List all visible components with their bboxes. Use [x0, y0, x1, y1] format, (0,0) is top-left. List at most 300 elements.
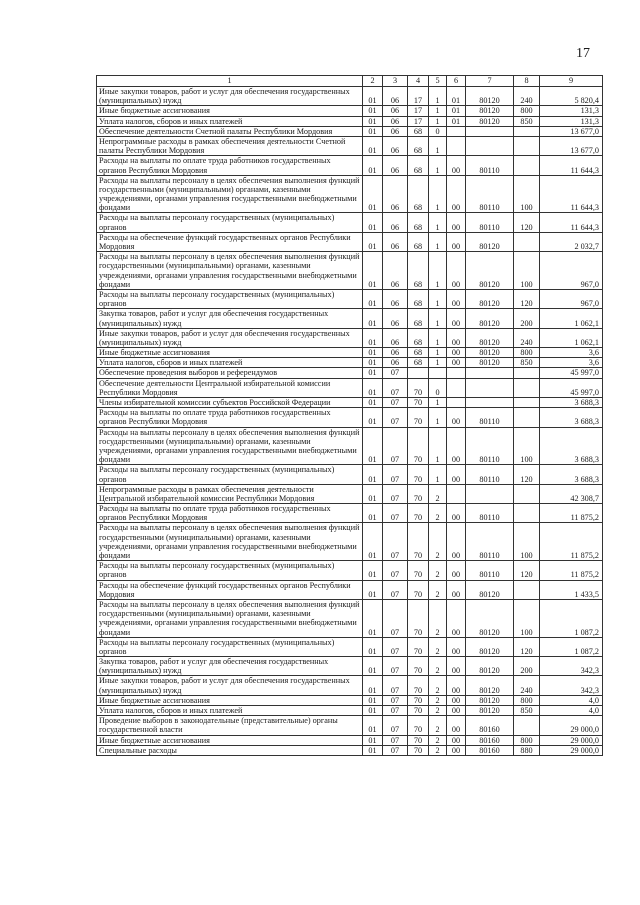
amount-cell: 1 433,5: [540, 580, 603, 599]
code-cell: 0: [429, 378, 447, 397]
code-cell: 00: [447, 252, 466, 290]
code-cell: 01: [363, 378, 383, 397]
code-cell: 01: [363, 657, 383, 676]
code-cell: 07: [383, 745, 408, 755]
code-cell: [466, 398, 514, 408]
code-cell: 07: [383, 398, 408, 408]
code-cell: 2: [429, 716, 447, 735]
code-cell: 68: [408, 232, 429, 251]
code-cell: 00: [447, 427, 466, 465]
column-header: 8: [514, 76, 540, 87]
code-cell: 80120: [466, 358, 514, 368]
expense-name: Расходы на обеспечение функций государственных органов Республики Мордовия: [97, 232, 363, 251]
code-cell: 1: [429, 116, 447, 126]
code-cell: 1: [429, 348, 447, 358]
code-cell: 80120: [466, 657, 514, 676]
code-cell: 2: [429, 484, 447, 503]
expense-name: Члены избирательной комиссии субъектов Российской Федерации: [97, 398, 363, 408]
amount-cell: 3 688,3: [540, 408, 603, 427]
amount-cell: 11 644,3: [540, 175, 603, 213]
code-cell: [429, 368, 447, 378]
code-cell: 07: [383, 378, 408, 397]
code-cell: 1: [429, 252, 447, 290]
amount-cell: 342,3: [540, 657, 603, 676]
code-cell: 68: [408, 358, 429, 368]
expense-name: Иные бюджетные ассигнования: [97, 106, 363, 116]
code-cell: 01: [363, 484, 383, 503]
code-cell: 70: [408, 735, 429, 745]
code-cell: 70: [408, 695, 429, 705]
code-cell: 68: [408, 136, 429, 155]
code-cell: 07: [383, 504, 408, 523]
expense-name: Расходы на выплаты по оплате труда работников государственных органов Республики Мордовия: [97, 408, 363, 427]
code-cell: 1: [429, 87, 447, 106]
expense-name: Расходы на выплаты по оплате труда работников государственных органов Республики Мордовия: [97, 504, 363, 523]
code-cell: 1: [429, 358, 447, 368]
expense-name: Обеспечение деятельности Центральной избирательной комиссии Республики Мордовия: [97, 378, 363, 397]
amount-cell: 29 000,0: [540, 735, 603, 745]
expense-name: Расходы на выплаты персоналу государственных (муниципальных) органов: [97, 465, 363, 484]
expense-name: Уплата налогов, сборов и иных платежей: [97, 116, 363, 126]
header-row: [97, 76, 603, 87]
table-body: [97, 87, 603, 756]
code-cell: 70: [408, 657, 429, 676]
code-cell: 880: [514, 745, 540, 755]
code-cell: 800: [514, 735, 540, 745]
code-cell: 68: [408, 289, 429, 308]
code-cell: 200: [514, 309, 540, 328]
code-cell: 07: [383, 408, 408, 427]
amount-cell: 11 875,2: [540, 504, 603, 523]
table-row: [97, 252, 603, 290]
code-cell: 240: [514, 87, 540, 106]
code-cell: 1: [429, 232, 447, 251]
code-cell: 01: [363, 716, 383, 735]
code-cell: 01: [447, 106, 466, 116]
code-cell: 01: [447, 116, 466, 126]
amount-cell: 3 688,3: [540, 398, 603, 408]
code-cell: 1: [429, 465, 447, 484]
code-cell: 850: [514, 706, 540, 716]
column-header: 5: [429, 76, 447, 87]
code-cell: [447, 398, 466, 408]
expense-name: Расходы на выплаты персоналу в целях обеспечения выполнения функций государственными (муниципальными) органами, казенными учреждениями, органами управления государственными внебюджетными фондами: [97, 523, 363, 561]
amount-cell: 4,0: [540, 706, 603, 716]
code-cell: 01: [363, 116, 383, 126]
code-cell: 80110: [466, 175, 514, 213]
expense-name: Расходы на выплаты персоналу государственных (муниципальных) органов: [97, 289, 363, 308]
amount-cell: 131,3: [540, 116, 603, 126]
code-cell: [466, 136, 514, 155]
code-cell: 80120: [466, 87, 514, 106]
code-cell: 2: [429, 523, 447, 561]
code-cell: 06: [383, 309, 408, 328]
code-cell: 70: [408, 580, 429, 599]
code-cell: 80110: [466, 465, 514, 484]
code-cell: [466, 484, 514, 503]
code-cell: 2: [429, 599, 447, 637]
code-cell: 2: [429, 561, 447, 580]
table-row: [97, 126, 603, 136]
amount-cell: 13 677,0: [540, 126, 603, 136]
code-cell: 240: [514, 328, 540, 347]
table-row: [97, 232, 603, 251]
table-row: [97, 87, 603, 106]
code-cell: 70: [408, 523, 429, 561]
code-cell: 1: [429, 175, 447, 213]
table-row: [97, 156, 603, 175]
code-cell: 17: [408, 87, 429, 106]
code-cell: 70: [408, 427, 429, 465]
code-cell: 80120: [466, 106, 514, 116]
code-cell: 120: [514, 289, 540, 308]
expense-name: Расходы на выплаты персоналу в целях обеспечения выполнения функций государственными (муниципальными) органами, казенными учреждениями, органами управления государственными внебюджетными фондами: [97, 599, 363, 637]
code-cell: 07: [383, 561, 408, 580]
code-cell: 70: [408, 706, 429, 716]
amount-cell: 4,0: [540, 695, 603, 705]
code-cell: 07: [383, 695, 408, 705]
amount-cell: 29 000,0: [540, 716, 603, 735]
table-row: [97, 504, 603, 523]
code-cell: [466, 126, 514, 136]
code-cell: 01: [363, 358, 383, 368]
expense-name: Иные бюджетные ассигнования: [97, 348, 363, 358]
code-cell: 80110: [466, 561, 514, 580]
code-cell: 80120: [466, 252, 514, 290]
expense-name: Иные бюджетные ассигнования: [97, 735, 363, 745]
code-cell: 00: [447, 657, 466, 676]
table-row: [97, 676, 603, 695]
code-cell: 07: [383, 523, 408, 561]
code-cell: 70: [408, 716, 429, 735]
code-cell: 2: [429, 657, 447, 676]
code-cell: 70: [408, 408, 429, 427]
code-cell: 100: [514, 523, 540, 561]
code-cell: 800: [514, 695, 540, 705]
table-row: [97, 175, 603, 213]
code-cell: 07: [383, 735, 408, 745]
column-header: 9: [540, 76, 603, 87]
amount-cell: 42 308,7: [540, 484, 603, 503]
code-cell: [466, 368, 514, 378]
code-cell: 17: [408, 106, 429, 116]
code-cell: 07: [383, 599, 408, 637]
code-cell: 07: [383, 368, 408, 378]
code-cell: 2: [429, 580, 447, 599]
code-cell: 2: [429, 504, 447, 523]
code-cell: 80120: [466, 599, 514, 637]
code-cell: 00: [447, 695, 466, 705]
code-cell: [514, 716, 540, 735]
code-cell: 00: [447, 408, 466, 427]
code-cell: 68: [408, 348, 429, 358]
code-cell: 06: [383, 106, 408, 116]
code-cell: 01: [363, 309, 383, 328]
code-cell: 00: [447, 706, 466, 716]
code-cell: 01: [363, 289, 383, 308]
code-cell: 06: [383, 116, 408, 126]
expense-name: Закупка товаров, работ и услуг для обеспечения государственных (муниципальных) нужд: [97, 657, 363, 676]
code-cell: 70: [408, 465, 429, 484]
code-cell: 01: [447, 87, 466, 106]
code-cell: 800: [514, 106, 540, 116]
code-cell: 01: [363, 136, 383, 155]
code-cell: [447, 136, 466, 155]
code-cell: 70: [408, 504, 429, 523]
code-cell: 07: [383, 427, 408, 465]
code-cell: 1: [429, 408, 447, 427]
table-row: [97, 716, 603, 735]
code-cell: 00: [447, 328, 466, 347]
code-cell: 01: [363, 745, 383, 755]
expense-name: Иные закупки товаров, работ и услуг для обеспечения государственных (муниципальных) нужд: [97, 328, 363, 347]
expense-name: Расходы на выплаты персоналу в целях обеспечения выполнения функций государственными (муниципальными) органами, казенными учреждениями, органами управления государственными внебюджетными фондами: [97, 427, 363, 465]
column-header: 1: [97, 76, 363, 87]
code-cell: 06: [383, 328, 408, 347]
code-cell: 80120: [466, 706, 514, 716]
page-number: 17: [576, 46, 590, 61]
code-cell: 100: [514, 427, 540, 465]
code-cell: 01: [363, 175, 383, 213]
code-cell: [514, 484, 540, 503]
code-cell: 80110: [466, 156, 514, 175]
code-cell: [514, 156, 540, 175]
column-header: 6: [447, 76, 466, 87]
table-row: [97, 136, 603, 155]
code-cell: [514, 368, 540, 378]
code-cell: 100: [514, 599, 540, 637]
code-cell: 850: [514, 358, 540, 368]
code-cell: 68: [408, 156, 429, 175]
code-cell: 06: [383, 156, 408, 175]
code-cell: 68: [408, 252, 429, 290]
code-cell: 100: [514, 175, 540, 213]
table-row: [97, 523, 603, 561]
code-cell: 01: [363, 504, 383, 523]
expense-name: Обеспечение деятельности Счетной палаты Республики Мордовия: [97, 126, 363, 136]
code-cell: [514, 378, 540, 397]
table-row: [97, 368, 603, 378]
table-row: [97, 637, 603, 656]
expense-name: Расходы на выплаты персоналу в целях обеспечения выполнения функций государственными (муниципальными) органами, казенными учреждениями, органами управления государственными внебюджетными фондами: [97, 175, 363, 213]
code-cell: 01: [363, 213, 383, 232]
expense-name: Обеспечение проведения выборов и референдумов: [97, 368, 363, 378]
code-cell: 70: [408, 398, 429, 408]
table-row: [97, 398, 603, 408]
column-header: 7: [466, 76, 514, 87]
code-cell: 01: [363, 408, 383, 427]
code-cell: 17: [408, 116, 429, 126]
expense-name: Непрограммные расходы в рамках обеспечения деятельности Счетной палаты Республики Мордовия: [97, 136, 363, 155]
expense-name: Иные бюджетные ассигнования: [97, 695, 363, 705]
expense-name: Иные закупки товаров, работ и услуг для обеспечения государственных (муниципальных) нужд: [97, 676, 363, 695]
code-cell: 01: [363, 706, 383, 716]
expense-name: Расходы на выплаты персоналу государственных (муниципальных) органов: [97, 637, 363, 656]
code-cell: 01: [363, 328, 383, 347]
table-row: [97, 657, 603, 676]
code-cell: 2: [429, 745, 447, 755]
table-row: [97, 116, 603, 126]
code-cell: 70: [408, 745, 429, 755]
code-cell: [447, 378, 466, 397]
table-row: [97, 213, 603, 232]
code-cell: 1: [429, 106, 447, 116]
code-cell: 01: [363, 368, 383, 378]
code-cell: 80160: [466, 735, 514, 745]
code-cell: 07: [383, 465, 408, 484]
table-row: [97, 484, 603, 503]
amount-cell: 1 087,2: [540, 599, 603, 637]
table-row: [97, 328, 603, 347]
code-cell: 850: [514, 116, 540, 126]
code-cell: 2: [429, 706, 447, 716]
code-cell: [514, 136, 540, 155]
code-cell: 80110: [466, 504, 514, 523]
code-cell: 00: [447, 676, 466, 695]
amount-cell: 29 000,0: [540, 745, 603, 755]
expense-name: Проведение выборов в законодательные (представительные) органы государственной власти: [97, 716, 363, 735]
amount-cell: 45 997,0: [540, 368, 603, 378]
amount-cell: 1 062,1: [540, 328, 603, 347]
code-cell: 1: [429, 398, 447, 408]
code-cell: [514, 504, 540, 523]
code-cell: 06: [383, 126, 408, 136]
code-cell: 07: [383, 657, 408, 676]
expense-name: Расходы на обеспечение функций государственных органов Республики Мордовия: [97, 580, 363, 599]
code-cell: 70: [408, 676, 429, 695]
code-cell: 2: [429, 735, 447, 745]
code-cell: [514, 126, 540, 136]
code-cell: 68: [408, 126, 429, 136]
code-cell: 06: [383, 289, 408, 308]
code-cell: 06: [383, 358, 408, 368]
code-cell: 07: [383, 716, 408, 735]
code-cell: 00: [447, 348, 466, 358]
code-cell: 01: [363, 348, 383, 358]
code-cell: 80160: [466, 716, 514, 735]
table-row: [97, 745, 603, 755]
amount-cell: 967,0: [540, 252, 603, 290]
code-cell: 70: [408, 378, 429, 397]
code-cell: 70: [408, 561, 429, 580]
code-cell: 68: [408, 309, 429, 328]
code-cell: [514, 398, 540, 408]
code-cell: 07: [383, 676, 408, 695]
expense-name: Расходы на выплаты персоналу государственных (муниципальных) органов: [97, 561, 363, 580]
code-cell: 1: [429, 289, 447, 308]
expense-name: Расходы на выплаты по оплате труда работников государственных органов Республики Мордовия: [97, 156, 363, 175]
code-cell: 01: [363, 599, 383, 637]
amount-cell: 11 875,2: [540, 523, 603, 561]
code-cell: 01: [363, 523, 383, 561]
budget-table: [96, 75, 603, 756]
code-cell: 68: [408, 213, 429, 232]
code-cell: 80120: [466, 116, 514, 126]
table-row: [97, 561, 603, 580]
expense-name: Иные закупки товаров, работ и услуг для обеспечения государственных (муниципальных) нужд: [97, 87, 363, 106]
code-cell: 01: [363, 252, 383, 290]
amount-cell: 1 062,1: [540, 309, 603, 328]
amount-cell: 3 688,3: [540, 465, 603, 484]
amount-cell: 45 997,0: [540, 378, 603, 397]
code-cell: 120: [514, 465, 540, 484]
code-cell: 1: [429, 309, 447, 328]
code-cell: 80120: [466, 637, 514, 656]
code-cell: [466, 378, 514, 397]
table-row: [97, 735, 603, 745]
code-cell: 06: [383, 175, 408, 213]
code-cell: 01: [363, 126, 383, 136]
code-cell: 00: [447, 358, 466, 368]
code-cell: 70: [408, 484, 429, 503]
code-cell: 120: [514, 213, 540, 232]
code-cell: 80120: [466, 676, 514, 695]
code-cell: 01: [363, 695, 383, 705]
amount-cell: 2 032,7: [540, 232, 603, 251]
code-cell: 80110: [466, 213, 514, 232]
code-cell: 01: [363, 232, 383, 251]
table-row: [97, 580, 603, 599]
code-cell: 120: [514, 637, 540, 656]
code-cell: 06: [383, 252, 408, 290]
code-cell: 80120: [466, 348, 514, 358]
table-row: [97, 427, 603, 465]
code-cell: 00: [447, 504, 466, 523]
code-cell: 1: [429, 156, 447, 175]
code-cell: 00: [447, 745, 466, 755]
amount-cell: 967,0: [540, 289, 603, 308]
code-cell: 1: [429, 213, 447, 232]
table-row: [97, 348, 603, 358]
code-cell: 06: [383, 87, 408, 106]
code-cell: 2: [429, 637, 447, 656]
expense-name: Уплата налогов, сборов и иных платежей: [97, 358, 363, 368]
code-cell: 00: [447, 232, 466, 251]
expense-name: Специальные расходы: [97, 745, 363, 755]
code-cell: 120: [514, 561, 540, 580]
amount-cell: 3 688,3: [540, 427, 603, 465]
code-cell: [447, 484, 466, 503]
column-header: 4: [408, 76, 429, 87]
table-row: [97, 695, 603, 705]
code-cell: 800: [514, 348, 540, 358]
code-cell: 240: [514, 676, 540, 695]
code-cell: 80110: [466, 408, 514, 427]
amount-cell: 11 875,2: [540, 561, 603, 580]
code-cell: 80120: [466, 695, 514, 705]
table-row: [97, 465, 603, 484]
expense-name: Расходы на выплаты персоналу в целях обеспечения выполнения функций государственными (муниципальными) органами, казенными учреждениями, органами управления государственными внебюджетными фондами: [97, 252, 363, 290]
table-row: [97, 106, 603, 116]
code-cell: 01: [363, 398, 383, 408]
column-header: 3: [383, 76, 408, 87]
expense-name: Расходы на выплаты персоналу государственных (муниципальных) органов: [97, 213, 363, 232]
code-cell: 00: [447, 156, 466, 175]
code-cell: 80120: [466, 232, 514, 251]
code-cell: [447, 126, 466, 136]
code-cell: 01: [363, 580, 383, 599]
code-cell: 06: [383, 348, 408, 358]
amount-cell: 342,3: [540, 676, 603, 695]
code-cell: 01: [363, 676, 383, 695]
code-cell: 07: [383, 637, 408, 656]
table-row: [97, 599, 603, 637]
code-cell: 00: [447, 175, 466, 213]
amount-cell: 1 087,2: [540, 637, 603, 656]
code-cell: 01: [363, 87, 383, 106]
table-row: [97, 378, 603, 397]
code-cell: 00: [447, 289, 466, 308]
